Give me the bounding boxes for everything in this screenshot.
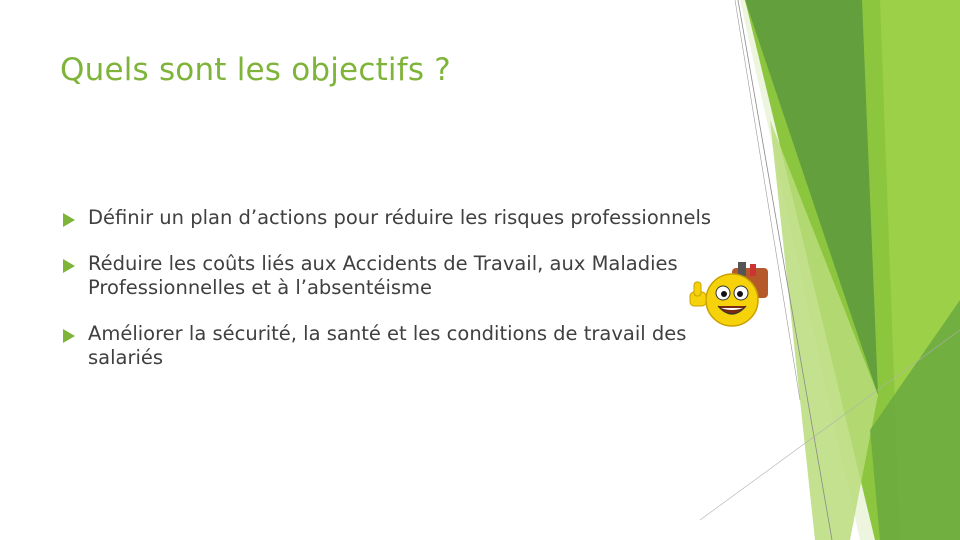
triangle-bullet-icon xyxy=(63,213,75,227)
list-item xyxy=(60,206,720,230)
objectives-list xyxy=(60,206,720,392)
bullet-text: Réduire les coûts liés aux Accidents de Travail, aux Maladies Professionnelles et à l’absentéisme xyxy=(88,252,678,299)
bullet-text: Améliorer la sécurité, la santé et les conditions de travail des salariés xyxy=(88,322,687,369)
list-item xyxy=(60,322,720,370)
bullet-text: Définir un plan d’actions pour réduire les risques professionnels xyxy=(88,206,712,229)
triangle-bullet-icon xyxy=(63,259,75,273)
slide-title: Quels sont les objectifs ? xyxy=(60,52,451,88)
thumbs-up-smiley-icon xyxy=(688,260,774,332)
triangle-bullet-icon xyxy=(63,329,75,343)
list-item xyxy=(60,252,720,300)
